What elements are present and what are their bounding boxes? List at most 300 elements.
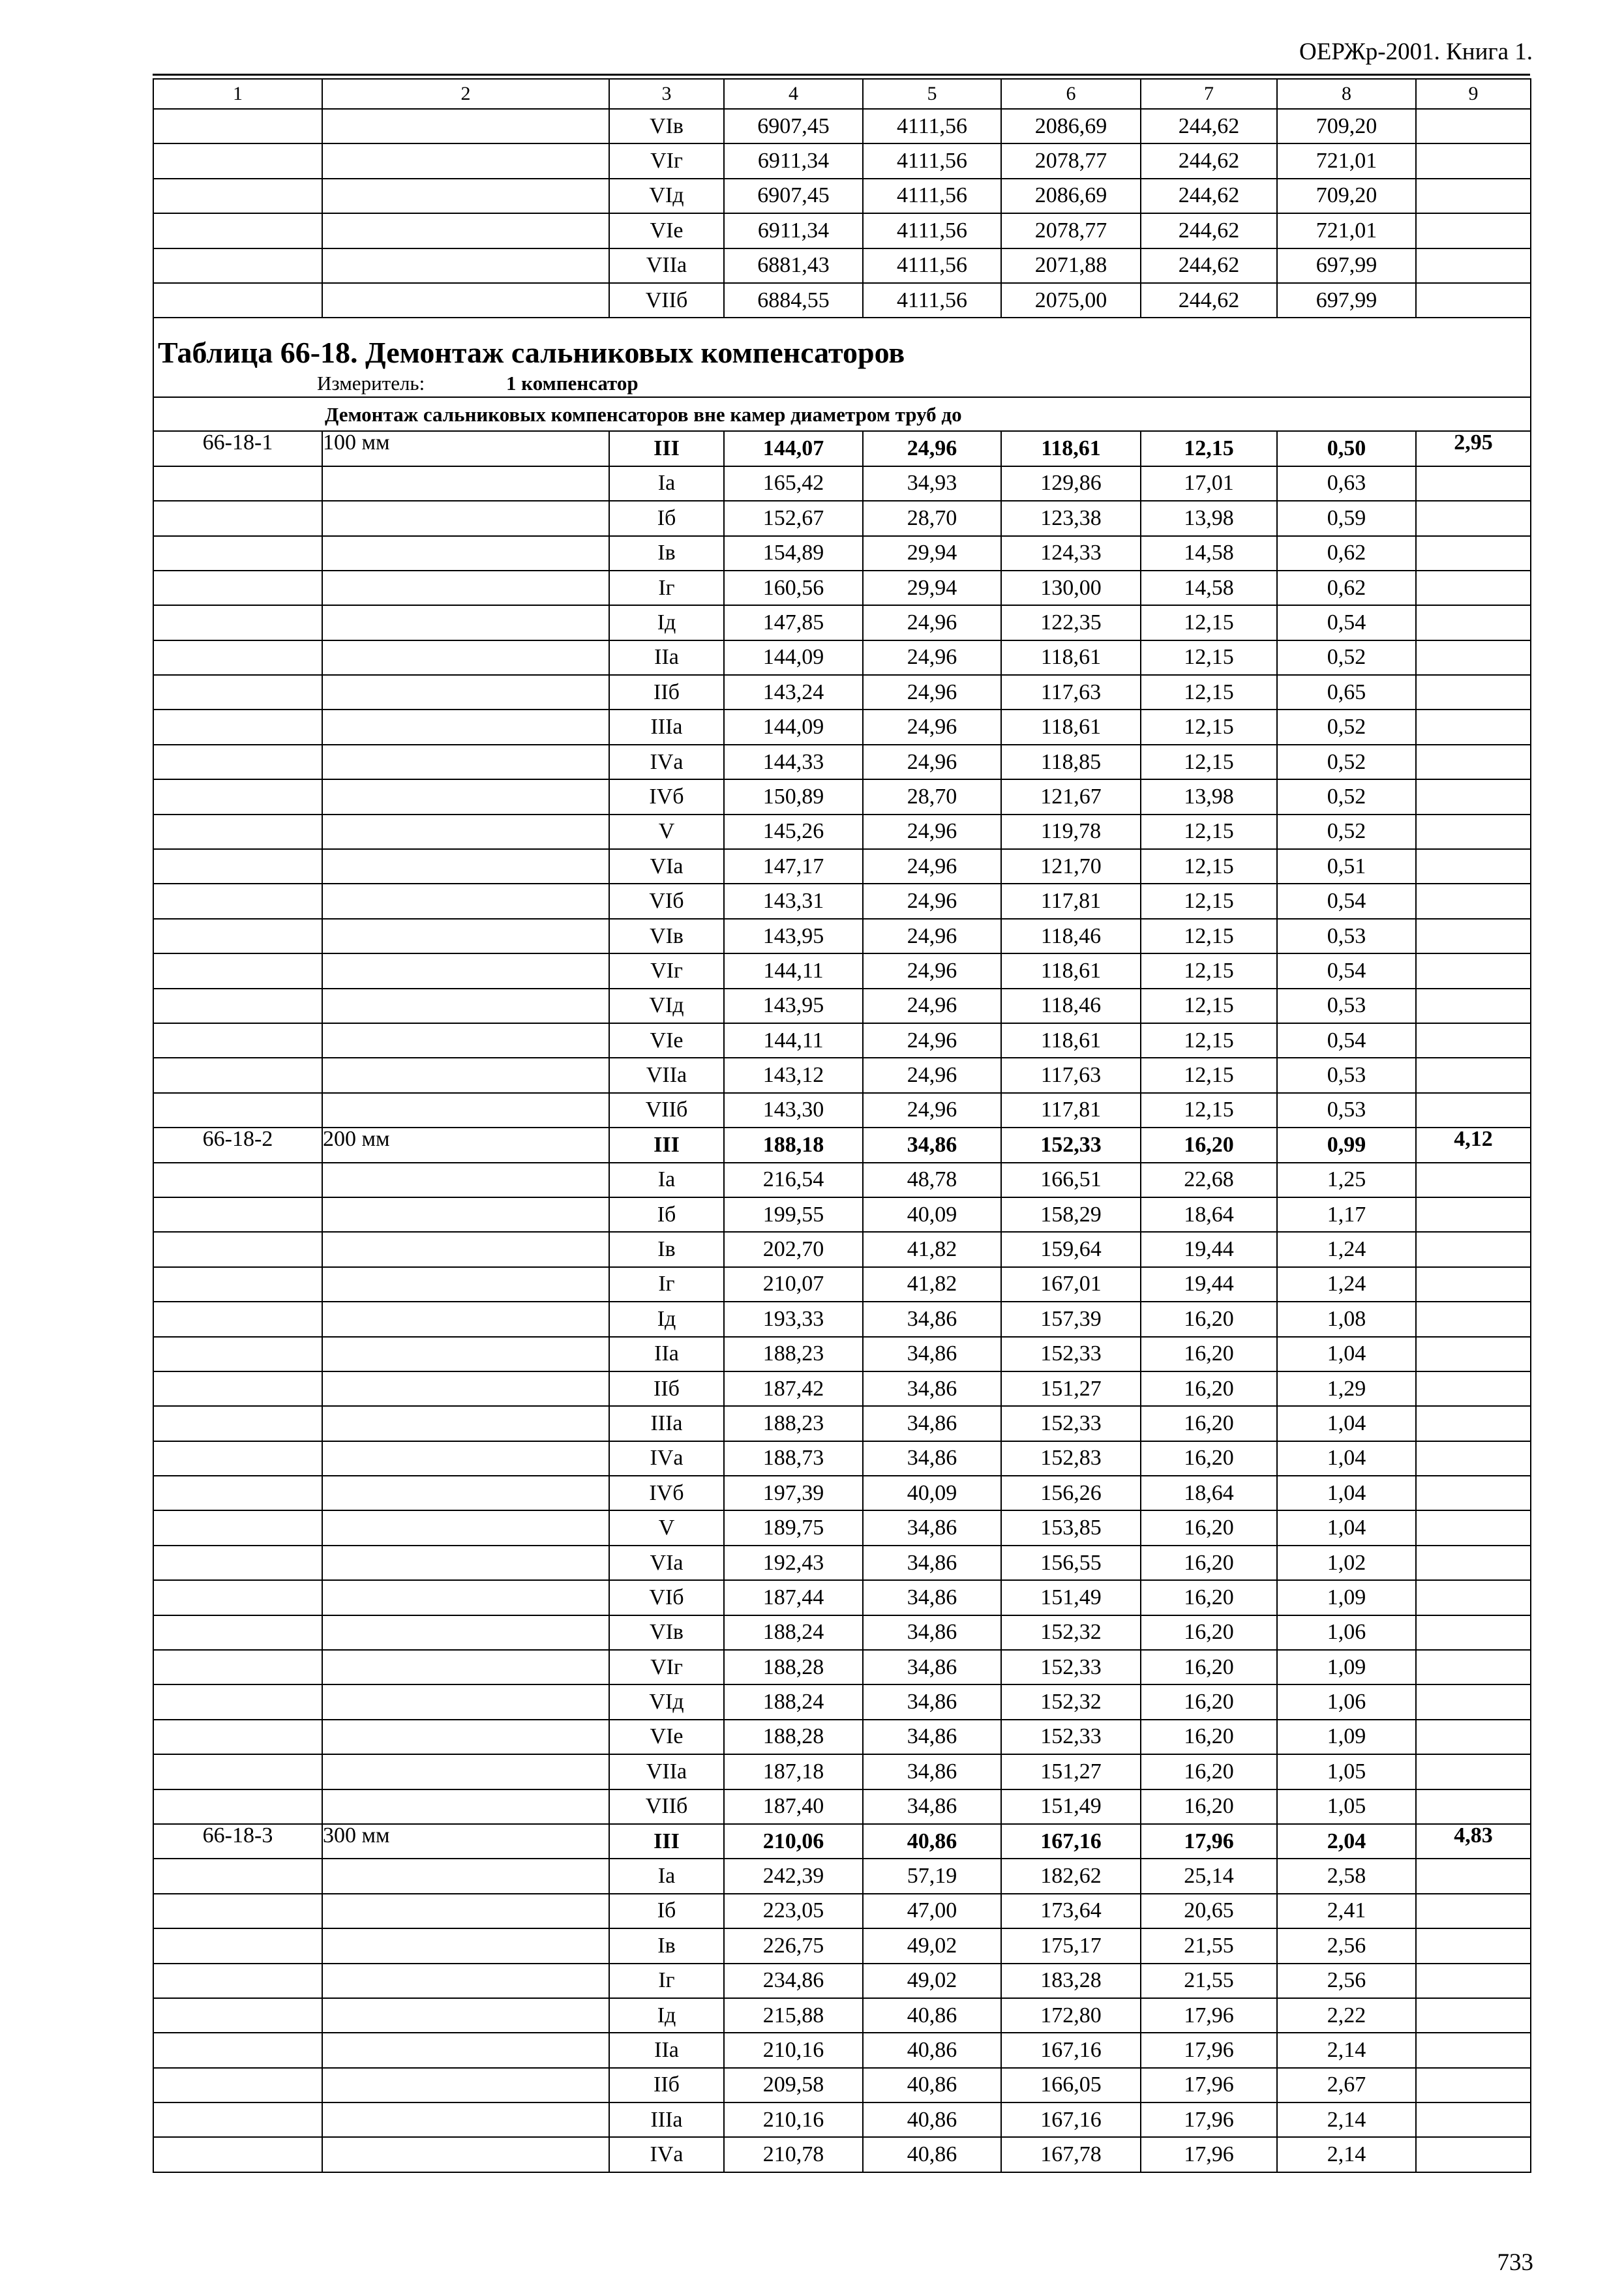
value-cell: 210,07 bbox=[724, 1267, 863, 1302]
value-cell: 244,62 bbox=[1141, 143, 1277, 178]
empty-cell bbox=[1416, 536, 1531, 571]
value-cell: 172,80 bbox=[1001, 1998, 1141, 2033]
empty-cell bbox=[1416, 605, 1531, 640]
value-cell: 697,99 bbox=[1277, 248, 1416, 283]
value-cell: 152,67 bbox=[724, 501, 863, 535]
value-cell: 0,99 bbox=[1277, 1128, 1416, 1162]
page-number: 733 bbox=[1497, 2249, 1533, 2276]
value-cell: 160,56 bbox=[724, 571, 863, 605]
table-row bbox=[153, 466, 1531, 501]
region-code: VIг bbox=[609, 953, 724, 988]
value-cell: 57,19 bbox=[863, 1859, 1001, 1893]
table-row bbox=[153, 143, 1531, 178]
region-code: VIIб bbox=[609, 283, 724, 318]
region-code: Iа bbox=[609, 1859, 724, 1893]
value-cell: 34,86 bbox=[863, 1371, 1001, 1406]
value-cell: 19,44 bbox=[1141, 1267, 1277, 1302]
value-cell: 244,62 bbox=[1141, 179, 1277, 213]
empty-cell bbox=[322, 1998, 609, 2033]
column-number: 3 bbox=[609, 79, 724, 109]
value-cell: 167,16 bbox=[1001, 1824, 1141, 1859]
value-cell: 0,62 bbox=[1277, 571, 1416, 605]
empty-cell bbox=[1416, 1998, 1531, 2033]
table-row bbox=[153, 1859, 1531, 1893]
value-cell: 188,24 bbox=[724, 1615, 863, 1650]
empty-cell bbox=[322, 1720, 609, 1754]
section-title: Демонтаж сальниковых компенсаторов вне камер диаметром труб до bbox=[153, 397, 1531, 431]
value-cell: 158,29 bbox=[1001, 1197, 1141, 1232]
value-cell: 145,26 bbox=[724, 815, 863, 849]
value-cell: 24,96 bbox=[863, 675, 1001, 710]
empty-cell bbox=[322, 1928, 609, 1963]
value-cell: 187,44 bbox=[724, 1580, 863, 1615]
empty-cell bbox=[1416, 466, 1531, 501]
value-cell: 144,07 bbox=[724, 431, 863, 466]
empty-cell bbox=[1416, 1615, 1531, 1650]
empty-cell bbox=[153, 1023, 322, 1058]
empty-cell bbox=[322, 849, 609, 884]
region-code: Iв bbox=[609, 536, 724, 571]
value-cell: 12,15 bbox=[1141, 605, 1277, 640]
empty-cell bbox=[322, 1964, 609, 1998]
empty-cell bbox=[153, 1580, 322, 1615]
region-code: IIIа bbox=[609, 2102, 724, 2137]
value-cell: 2,67 bbox=[1277, 2068, 1416, 2102]
region-code: IIб bbox=[609, 1371, 724, 1406]
value-cell: 199,55 bbox=[724, 1197, 863, 1232]
value-cell: 28,70 bbox=[863, 501, 1001, 535]
value-cell: 709,20 bbox=[1277, 109, 1416, 143]
value-cell: 2071,88 bbox=[1001, 248, 1141, 283]
empty-cell bbox=[153, 1371, 322, 1406]
value-cell: 1,17 bbox=[1277, 1197, 1416, 1232]
region-code: Iб bbox=[609, 501, 724, 535]
value-cell: 0,50 bbox=[1277, 431, 1416, 466]
table-row bbox=[153, 1476, 1531, 1510]
value-cell: 210,16 bbox=[724, 2102, 863, 2137]
region-code: VIа bbox=[609, 849, 724, 884]
region-code: IIа bbox=[609, 2033, 724, 2067]
value-cell: 152,33 bbox=[1001, 1128, 1141, 1162]
column-number: 4 bbox=[724, 79, 863, 109]
value-cell: 143,95 bbox=[724, 989, 863, 1023]
empty-cell bbox=[322, 248, 609, 283]
region-code: Iд bbox=[609, 1998, 724, 2033]
value-cell: 151,49 bbox=[1001, 1789, 1141, 1824]
empty-cell bbox=[1416, 919, 1531, 953]
value-cell: 40,09 bbox=[863, 1197, 1001, 1232]
table-row bbox=[153, 1754, 1531, 1789]
value-cell: 16,20 bbox=[1141, 1789, 1277, 1824]
value-cell: 187,40 bbox=[724, 1789, 863, 1824]
empty-cell bbox=[153, 1476, 322, 1510]
rate-name: 300 мм bbox=[322, 1824, 609, 1859]
empty-cell bbox=[1416, 1894, 1531, 1928]
empty-cell bbox=[153, 2033, 322, 2067]
empty-cell bbox=[1416, 179, 1531, 213]
empty-cell bbox=[322, 2068, 609, 2102]
rate-name: 100 мм bbox=[322, 431, 609, 466]
empty-cell bbox=[1416, 1023, 1531, 1058]
value-cell: 118,46 bbox=[1001, 919, 1141, 953]
value-cell: 2086,69 bbox=[1001, 109, 1141, 143]
empty-cell bbox=[1416, 1546, 1531, 1580]
value-cell: 34,93 bbox=[863, 466, 1001, 501]
value-cell: 34,86 bbox=[863, 1615, 1001, 1650]
region-code: VIг bbox=[609, 1650, 724, 1684]
column-number-row bbox=[153, 79, 1531, 109]
empty-cell bbox=[1416, 571, 1531, 605]
table-row bbox=[153, 2068, 1531, 2102]
value-cell: 16,20 bbox=[1141, 1128, 1277, 1162]
value-cell: 209,58 bbox=[724, 2068, 863, 2102]
empty-cell bbox=[153, 248, 322, 283]
table-row bbox=[153, 1302, 1531, 1336]
value-cell: 12,15 bbox=[1141, 953, 1277, 988]
value-cell: 40,09 bbox=[863, 1476, 1001, 1510]
empty-cell bbox=[1416, 640, 1531, 675]
value-cell: 143,12 bbox=[724, 1058, 863, 1092]
empty-cell bbox=[322, 989, 609, 1023]
value-cell: 216,54 bbox=[724, 1163, 863, 1197]
empty-cell bbox=[153, 779, 322, 814]
value-cell: 147,85 bbox=[724, 605, 863, 640]
table-title: Таблица 66-18. Демонтаж сальниковых компенсаторов bbox=[153, 318, 1531, 369]
value-cell: 167,16 bbox=[1001, 2033, 1141, 2067]
empty-cell bbox=[1416, 779, 1531, 814]
value-cell: 24,96 bbox=[863, 849, 1001, 884]
empty-cell bbox=[1416, 1337, 1531, 1371]
value-cell: 144,33 bbox=[724, 745, 863, 779]
value-cell: 2,04 bbox=[1277, 1824, 1416, 1859]
empty-cell bbox=[1416, 1964, 1531, 1998]
table-row bbox=[153, 1650, 1531, 1684]
value-cell: 123,38 bbox=[1001, 501, 1141, 535]
empty-cell bbox=[322, 1615, 609, 1650]
region-code: VIе bbox=[609, 1023, 724, 1058]
value-cell: 12,15 bbox=[1141, 989, 1277, 1023]
value-cell: 1,04 bbox=[1277, 1441, 1416, 1476]
region-code: Iв bbox=[609, 1232, 724, 1266]
value-cell: 156,55 bbox=[1001, 1546, 1141, 1580]
extra-value: 2,95 bbox=[1416, 431, 1531, 466]
table-row bbox=[153, 675, 1531, 710]
empty-cell bbox=[153, 1337, 322, 1371]
empty-cell bbox=[153, 675, 322, 710]
value-cell: 157,39 bbox=[1001, 1302, 1141, 1336]
value-cell: 0,52 bbox=[1277, 779, 1416, 814]
value-cell: 16,20 bbox=[1141, 1546, 1277, 1580]
value-cell: 24,96 bbox=[863, 1058, 1001, 1092]
empty-cell bbox=[1416, 283, 1531, 318]
empty-cell bbox=[322, 213, 609, 248]
value-cell: 167,16 bbox=[1001, 2102, 1141, 2137]
value-cell: 16,20 bbox=[1141, 1302, 1277, 1336]
region-code: VIв bbox=[609, 109, 724, 143]
table-row bbox=[153, 1510, 1531, 1545]
table-row bbox=[153, 1406, 1531, 1441]
empty-cell bbox=[322, 2137, 609, 2172]
value-cell: 20,65 bbox=[1141, 1894, 1277, 1928]
empty-cell bbox=[1416, 1163, 1531, 1197]
region-code: Iг bbox=[609, 571, 724, 605]
table-title-row bbox=[153, 318, 1531, 369]
value-cell: 21,55 bbox=[1141, 1928, 1277, 1963]
value-cell: 122,35 bbox=[1001, 605, 1141, 640]
value-cell: 34,86 bbox=[863, 1684, 1001, 1719]
empty-cell bbox=[322, 1546, 609, 1580]
column-number: 7 bbox=[1141, 79, 1277, 109]
value-cell: 34,86 bbox=[863, 1337, 1001, 1371]
value-cell: 6884,55 bbox=[724, 283, 863, 318]
value-cell: 34,86 bbox=[863, 1650, 1001, 1684]
value-cell: 223,05 bbox=[724, 1894, 863, 1928]
value-cell: 244,62 bbox=[1141, 109, 1277, 143]
table-row bbox=[153, 179, 1531, 213]
empty-cell bbox=[153, 849, 322, 884]
empty-cell bbox=[322, 1476, 609, 1510]
region-code: IIб bbox=[609, 2068, 724, 2102]
value-cell: 210,78 bbox=[724, 2137, 863, 2172]
empty-cell bbox=[322, 2102, 609, 2137]
table-row bbox=[153, 1998, 1531, 2033]
value-cell: 0,52 bbox=[1277, 640, 1416, 675]
region-code: VIд bbox=[609, 1684, 724, 1719]
empty-cell bbox=[322, 536, 609, 571]
value-cell: 12,15 bbox=[1141, 815, 1277, 849]
empty-cell bbox=[153, 1302, 322, 1336]
value-cell: 192,43 bbox=[724, 1546, 863, 1580]
value-cell: 215,88 bbox=[724, 1998, 863, 2033]
empty-cell bbox=[153, 884, 322, 918]
value-cell: 22,68 bbox=[1141, 1163, 1277, 1197]
value-cell: 244,62 bbox=[1141, 248, 1277, 283]
region-code: VIд bbox=[609, 989, 724, 1023]
region-code: VIа bbox=[609, 1546, 724, 1580]
value-cell: 151,49 bbox=[1001, 1580, 1141, 1615]
empty-cell bbox=[1416, 2102, 1531, 2137]
value-cell: 183,28 bbox=[1001, 1964, 1141, 1998]
region-code: Iа bbox=[609, 466, 724, 501]
unit-row bbox=[153, 369, 1531, 397]
value-cell: 4111,56 bbox=[863, 213, 1001, 248]
empty-cell bbox=[1416, 1441, 1531, 1476]
value-cell: 34,86 bbox=[863, 1546, 1001, 1580]
table-row bbox=[153, 849, 1531, 884]
empty-cell bbox=[153, 1964, 322, 1998]
value-cell: 1,02 bbox=[1277, 1546, 1416, 1580]
table-row bbox=[153, 605, 1531, 640]
value-cell: 40,86 bbox=[863, 2137, 1001, 2172]
value-cell: 167,78 bbox=[1001, 2137, 1141, 2172]
empty-cell bbox=[322, 779, 609, 814]
region-code: VIв bbox=[609, 919, 724, 953]
value-cell: 6907,45 bbox=[724, 109, 863, 143]
value-cell: 24,96 bbox=[863, 884, 1001, 918]
unit-value: 1 компенсатор bbox=[506, 371, 639, 395]
empty-cell bbox=[1416, 989, 1531, 1023]
value-cell: 24,96 bbox=[863, 919, 1001, 953]
value-cell: 14,58 bbox=[1141, 536, 1277, 571]
value-cell: 48,78 bbox=[863, 1163, 1001, 1197]
empty-cell bbox=[153, 109, 322, 143]
value-cell: 2078,77 bbox=[1001, 213, 1141, 248]
empty-cell bbox=[1416, 884, 1531, 918]
value-cell: 49,02 bbox=[863, 1964, 1001, 1998]
value-cell: 188,18 bbox=[724, 1128, 863, 1162]
value-cell: 0,52 bbox=[1277, 710, 1416, 744]
empty-cell bbox=[153, 179, 322, 213]
empty-cell bbox=[153, 1058, 322, 1092]
value-cell: 1,09 bbox=[1277, 1580, 1416, 1615]
empty-cell bbox=[153, 536, 322, 571]
empty-cell bbox=[322, 1580, 609, 1615]
value-cell: 152,32 bbox=[1001, 1684, 1141, 1719]
region-code: V bbox=[609, 815, 724, 849]
table-row bbox=[153, 1546, 1531, 1580]
value-cell: 117,81 bbox=[1001, 1093, 1141, 1128]
empty-cell bbox=[153, 605, 322, 640]
value-cell: 34,86 bbox=[863, 1128, 1001, 1162]
value-cell: 24,96 bbox=[863, 745, 1001, 779]
value-cell: 24,96 bbox=[863, 953, 1001, 988]
empty-cell bbox=[153, 1197, 322, 1232]
value-cell: 0,54 bbox=[1277, 953, 1416, 988]
region-code: IVа bbox=[609, 745, 724, 779]
empty-cell bbox=[153, 213, 322, 248]
value-cell: 2,14 bbox=[1277, 2102, 1416, 2137]
value-cell: 13,98 bbox=[1141, 779, 1277, 814]
empty-cell bbox=[322, 571, 609, 605]
value-cell: 165,42 bbox=[724, 466, 863, 501]
empty-cell bbox=[322, 1406, 609, 1441]
empty-cell bbox=[153, 466, 322, 501]
table-row bbox=[153, 2102, 1531, 2137]
empty-cell bbox=[153, 1510, 322, 1545]
value-cell: 188,28 bbox=[724, 1720, 863, 1754]
value-cell: 0,52 bbox=[1277, 745, 1416, 779]
value-cell: 19,44 bbox=[1141, 1232, 1277, 1266]
table-row bbox=[153, 989, 1531, 1023]
value-cell: 12,15 bbox=[1141, 849, 1277, 884]
table-row bbox=[153, 779, 1531, 814]
value-cell: 147,17 bbox=[724, 849, 863, 884]
empty-cell bbox=[153, 1546, 322, 1580]
region-code: VIв bbox=[609, 1615, 724, 1650]
value-cell: 118,61 bbox=[1001, 710, 1141, 744]
value-cell: 12,15 bbox=[1141, 1023, 1277, 1058]
value-cell: 41,82 bbox=[863, 1267, 1001, 1302]
value-cell: 40,86 bbox=[863, 1824, 1001, 1859]
page-header: ОЕРЖр-2001. Книга 1. bbox=[1299, 38, 1533, 65]
value-cell: 16,20 bbox=[1141, 1371, 1277, 1406]
value-cell: 16,20 bbox=[1141, 1406, 1277, 1441]
empty-cell bbox=[322, 1650, 609, 1684]
empty-cell bbox=[153, 1998, 322, 2033]
table-row bbox=[153, 1789, 1531, 1824]
value-cell: 2,58 bbox=[1277, 1859, 1416, 1893]
region-code: Iд bbox=[609, 605, 724, 640]
empty-cell bbox=[322, 884, 609, 918]
empty-cell bbox=[153, 1720, 322, 1754]
table-row bbox=[153, 109, 1531, 143]
value-cell: 2,56 bbox=[1277, 1928, 1416, 1963]
table-row bbox=[153, 2137, 1531, 2172]
empty-cell bbox=[1416, 1476, 1531, 1510]
value-cell: 152,33 bbox=[1001, 1406, 1141, 1441]
empty-cell bbox=[322, 1510, 609, 1545]
value-cell: 0,54 bbox=[1277, 1023, 1416, 1058]
empty-cell bbox=[153, 571, 322, 605]
value-cell: 2075,00 bbox=[1001, 283, 1141, 318]
value-cell: 124,33 bbox=[1001, 536, 1141, 571]
unit-cell bbox=[153, 369, 1531, 397]
region-code: Iд bbox=[609, 1302, 724, 1336]
empty-cell bbox=[322, 815, 609, 849]
value-cell: 121,70 bbox=[1001, 849, 1141, 884]
region-code: Iб bbox=[609, 1894, 724, 1928]
region-code: Iб bbox=[609, 1197, 724, 1232]
region-code: VIIб bbox=[609, 1789, 724, 1824]
value-cell: 47,00 bbox=[863, 1894, 1001, 1928]
column-number: 9 bbox=[1416, 79, 1531, 109]
empty-cell bbox=[153, 1615, 322, 1650]
empty-cell bbox=[1416, 1058, 1531, 1092]
value-cell: 16,20 bbox=[1141, 1754, 1277, 1789]
empty-cell bbox=[1416, 815, 1531, 849]
empty-cell bbox=[1416, 1371, 1531, 1406]
region-code: VIIа bbox=[609, 1058, 724, 1092]
empty-cell bbox=[1416, 1406, 1531, 1441]
value-cell: 34,86 bbox=[863, 1580, 1001, 1615]
value-cell: 4111,56 bbox=[863, 109, 1001, 143]
value-cell: 17,96 bbox=[1141, 1824, 1277, 1859]
value-cell: 1,06 bbox=[1277, 1684, 1416, 1719]
value-cell: 187,42 bbox=[724, 1371, 863, 1406]
empty-cell bbox=[1416, 710, 1531, 744]
empty-cell bbox=[1416, 1580, 1531, 1615]
value-cell: 244,62 bbox=[1141, 283, 1277, 318]
empty-cell bbox=[1416, 2033, 1531, 2067]
value-cell: 143,31 bbox=[724, 884, 863, 918]
empty-cell bbox=[322, 919, 609, 953]
value-cell: 41,82 bbox=[863, 1232, 1001, 1266]
table-row bbox=[153, 248, 1531, 283]
empty-cell bbox=[322, 1894, 609, 1928]
table-row bbox=[153, 640, 1531, 675]
empty-cell bbox=[153, 953, 322, 988]
empty-cell bbox=[153, 1928, 322, 1963]
value-cell: 1,04 bbox=[1277, 1476, 1416, 1510]
table-row bbox=[153, 1720, 1531, 1754]
value-cell: 151,27 bbox=[1001, 1754, 1141, 1789]
value-cell: 17,96 bbox=[1141, 2033, 1277, 2067]
value-cell: 12,15 bbox=[1141, 710, 1277, 744]
value-cell: 6911,34 bbox=[724, 213, 863, 248]
empty-cell bbox=[153, 989, 322, 1023]
value-cell: 242,39 bbox=[724, 1859, 863, 1893]
value-cell: 188,23 bbox=[724, 1406, 863, 1441]
value-cell: 175,17 bbox=[1001, 1928, 1141, 1963]
value-cell: 34,86 bbox=[863, 1302, 1001, 1336]
value-cell: 0,51 bbox=[1277, 849, 1416, 884]
value-cell: 152,33 bbox=[1001, 1720, 1141, 1754]
value-cell: 118,61 bbox=[1001, 953, 1141, 988]
region-code: IVа bbox=[609, 2137, 724, 2172]
region-code: IIб bbox=[609, 675, 724, 710]
value-cell: 2,56 bbox=[1277, 1964, 1416, 1998]
table-row bbox=[153, 571, 1531, 605]
